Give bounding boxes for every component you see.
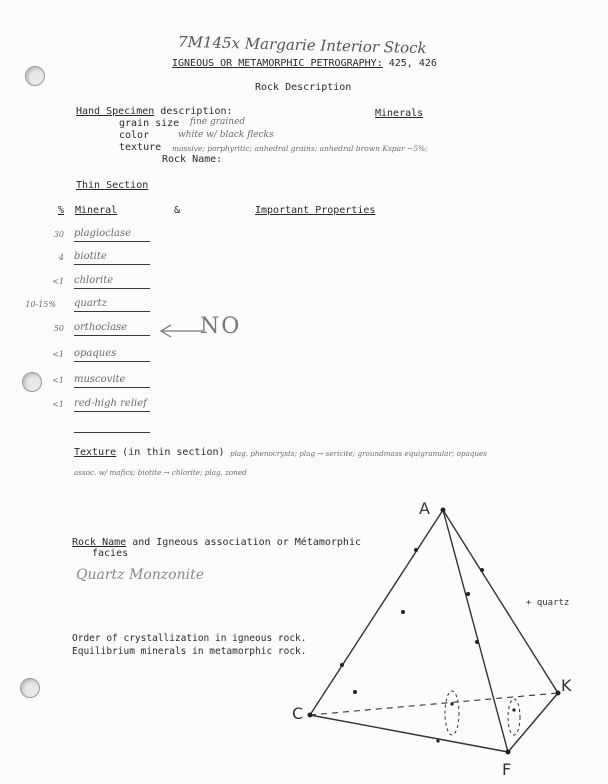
mineral-underline (74, 288, 150, 289)
diagram-point (466, 592, 470, 596)
grain-size-value: fine grained (190, 117, 246, 127)
texture-notes-line1: plag. phenocrysts; plag → sericite; groundmass equigranular; opaques (230, 449, 487, 458)
color-value: white w/ black flecks (178, 130, 274, 140)
mineral-percent: <1 (52, 350, 64, 359)
course-name: IGNEOUS OR METAMORPHIC PETROGRAPHY: (172, 58, 383, 69)
mineral-underline (74, 264, 150, 265)
rock-name-value: Quartz Monzonite (76, 567, 204, 583)
diagram-point (556, 691, 561, 696)
diagram-point (506, 750, 511, 755)
diagram-point (414, 548, 418, 552)
mineral-underline (74, 241, 150, 242)
course-title (172, 58, 437, 69)
course-numbers: 425, 426 (388, 58, 437, 69)
column-mineral: Mineral (75, 205, 118, 216)
section-title: Rock Description (255, 82, 352, 93)
mineral-name: muscovite (74, 374, 126, 385)
mineral-underline (74, 335, 150, 336)
dashed-ellipse-left (445, 691, 459, 735)
hand-specimen-heading (76, 106, 233, 117)
mineral-percent: 30 (53, 230, 64, 239)
dashed-ellipse-right (508, 699, 520, 735)
thin-section-heading: Thin Section (76, 180, 149, 191)
vertex-label-f: F (502, 760, 512, 779)
diagram-point (480, 568, 484, 572)
vertex-label-c: C (292, 704, 304, 723)
crystallization-line2: Equilibrium minerals in metamorphic rock. (72, 646, 307, 657)
texture-heading-rest: (in thin section) (116, 447, 225, 458)
diagram-point (475, 640, 479, 644)
diagram-point (353, 690, 357, 694)
quartz-note: + quartz (526, 598, 570, 608)
rock-name-label-rest: and Igneous association or Métamorphic (126, 537, 361, 548)
edge-c-k-hidden (310, 693, 558, 715)
edge-f-k (508, 693, 558, 752)
diagram-point (512, 708, 515, 711)
mineral-name: orthoclase (74, 322, 128, 333)
mineral-underline (74, 361, 150, 362)
column-ampersand: & (174, 205, 181, 216)
diagram-point (441, 508, 446, 513)
mineral-percent: <1 (52, 400, 64, 409)
texture-heading-label: Texture (74, 447, 117, 458)
mineral-name: chlorite (74, 275, 114, 286)
column-percent: % (58, 205, 65, 216)
mineral-name: quartz (74, 298, 107, 309)
minerals-heading: Minerals (375, 108, 424, 119)
mineral-name: opaques (74, 348, 117, 359)
column-important-properties: Important Properties (255, 205, 376, 216)
texture-notes-line2: assoc. w/ mafics; biotite → chlorite; plag. zoned (74, 468, 247, 477)
diagram-point (308, 713, 313, 718)
mineral-percent: <1 (52, 376, 64, 385)
mineral-percent: <1 (52, 277, 64, 286)
binder-hole-top (25, 66, 45, 86)
vertex-label-k: K (561, 676, 572, 695)
texture-value: massive; porphyritic; anhedral grains; anhedral brown Kspar ~5%; (172, 144, 428, 153)
hand-specimen-label-rest: description: (154, 106, 233, 117)
mineral-percent: 10-15% (25, 300, 56, 309)
diagram-point (340, 663, 344, 667)
mineral-percent: 4 (58, 253, 64, 262)
mineral-underline (74, 387, 150, 388)
mineral-name: plagioclase (74, 228, 131, 239)
hand-specimen-label: Hand Specimen (76, 106, 155, 117)
handwritten-title: 7M145x Margarie Interior Stock (177, 32, 427, 58)
rock-name-label: Rock Name (72, 537, 127, 548)
diagram-point (436, 739, 439, 742)
crystallization-line1: Order of crystallization in igneous rock. (72, 633, 307, 644)
blank-mineral-line (74, 432, 150, 433)
mineral-name: red-high relief (74, 398, 147, 409)
edge-c-f (310, 715, 508, 752)
edge-a-f (443, 510, 508, 752)
edge-a-c (310, 510, 443, 715)
facies-label: facies (92, 548, 129, 559)
mineral-percent: 50 (53, 324, 64, 333)
vertex-label-a: A (419, 499, 430, 518)
texture-heading (74, 447, 225, 458)
color-label: color (119, 130, 150, 141)
grain-size-label: grain size (119, 118, 180, 129)
diagram-point (450, 702, 453, 705)
texture-label: texture (119, 142, 162, 153)
arrow-icon (155, 322, 205, 342)
orthoclase-note: NO (200, 314, 242, 339)
binder-hole-bottom (20, 678, 40, 698)
mineral-name: biotite (74, 251, 107, 262)
tetrahedron-diagram (280, 495, 600, 780)
mineral-underline (74, 411, 150, 412)
diagram-point (401, 610, 405, 614)
hand-specimen-rock-name-label: Rock Name: (162, 154, 223, 165)
mineral-underline (74, 311, 150, 312)
